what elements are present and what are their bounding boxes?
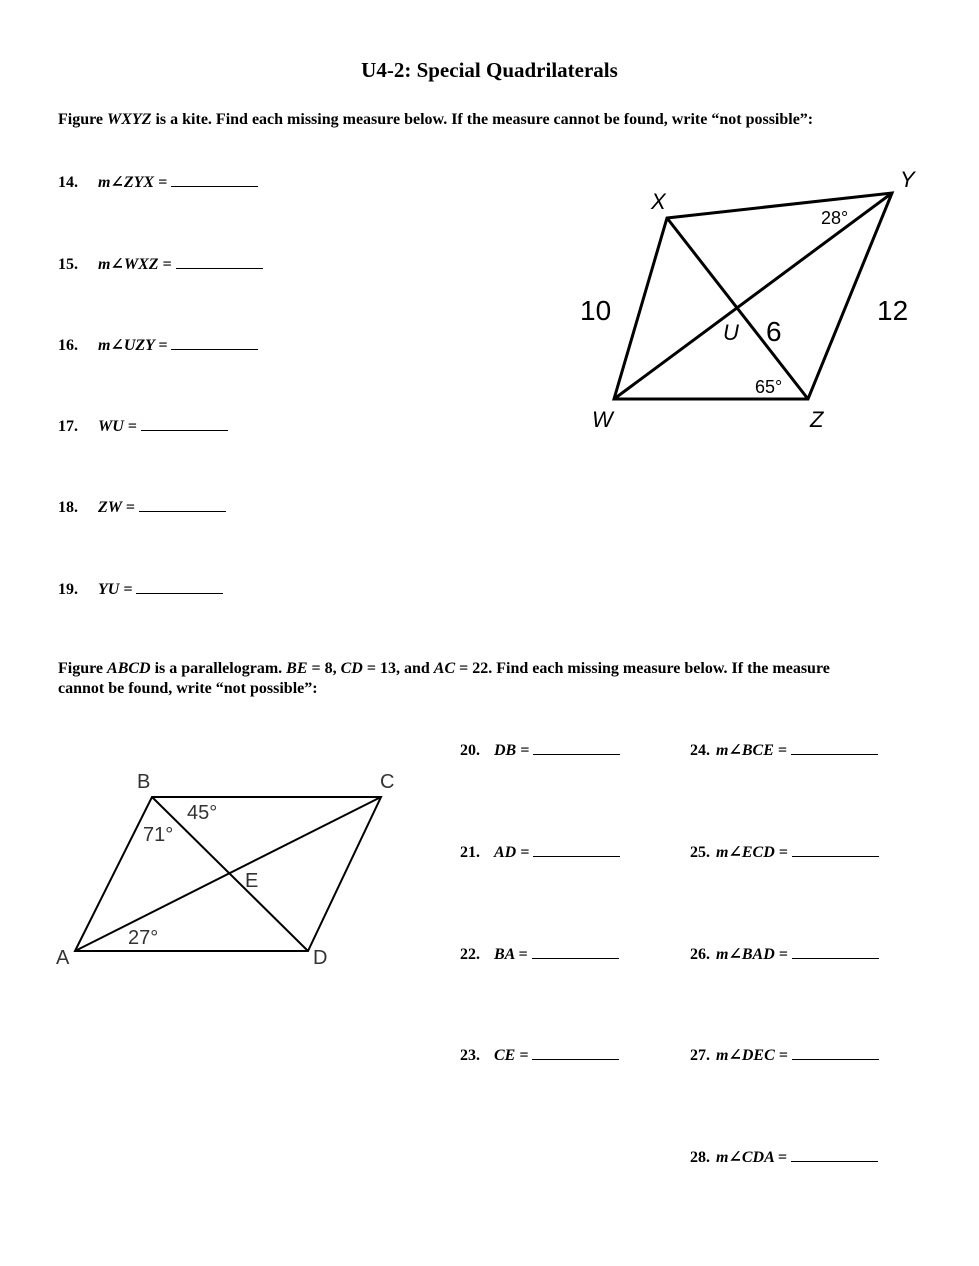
question-21: 21. AD = — [460, 842, 620, 862]
kite-diagonal-xz — [667, 218, 808, 399]
vertex-w-label: W — [592, 407, 613, 432]
angle-z-measure: 65° — [755, 377, 783, 397]
point-e-label: E — [245, 870, 259, 892]
question-22: 22. BA = — [460, 944, 619, 964]
page-title: U4-2: Special Quadrilaterals — [361, 58, 618, 82]
side-wx-length: 10 — [580, 295, 612, 326]
answer-blank-28[interactable] — [791, 1147, 878, 1162]
vertex-b-label: B — [137, 771, 151, 793]
question-26: 26. m∠BAD = — [690, 944, 879, 964]
kite-figure — [560, 160, 940, 440]
vertex-x-label: X — [651, 189, 666, 214]
question-14: 14. m∠ZYX = — [58, 172, 258, 192]
parallelogram-instructions: Figure ABCD is a parallelogram. BE = 8, CD = 13, and AC = 22. Find each missing measure below. If the measure cannot be found, write “not possible”: — [58, 660, 830, 697]
question-18: 18. ZW = — [58, 497, 226, 517]
point-u-label: U — [723, 320, 739, 345]
answer-blank-20[interactable] — [533, 740, 620, 755]
vertex-a-label: A — [56, 947, 70, 969]
segment-uz-length: 6 — [766, 316, 782, 347]
vertex-y-label: Y — [900, 167, 915, 192]
parallelogram-diagonal-bd — [152, 797, 308, 951]
side-yz-length: 12 — [877, 295, 909, 326]
question-28: 28. m∠CDA = — [690, 1147, 878, 1167]
kite-instructions: Figure WXYZ is a kite. Find each missing measure below. If the measure cannot be found, write “not possible”: — [58, 111, 814, 128]
question-25: 25. m∠ECD = — [690, 842, 879, 862]
answer-blank-26[interactable] — [792, 944, 879, 959]
answer-blank-27[interactable] — [792, 1045, 879, 1060]
angle-b-lower-measure: 71° — [143, 824, 174, 846]
answer-blank-17[interactable] — [141, 416, 228, 431]
answer-blank-15[interactable] — [176, 254, 263, 269]
answer-blank-23[interactable] — [532, 1045, 619, 1060]
question-23: 23. CE = — [460, 1045, 619, 1065]
angle-b-upper-measure: 45° — [187, 802, 218, 824]
question-17: 17. WU = — [58, 416, 228, 436]
question-24: 24. m∠BCE = — [690, 740, 878, 760]
question-19: 19. YU = — [58, 579, 223, 599]
answer-blank-24[interactable] — [791, 740, 878, 755]
parallelogram-figure — [50, 765, 410, 970]
question-15: 15. m∠WXZ = — [58, 254, 263, 274]
angle-y-measure: 28° — [821, 208, 849, 228]
question-27: 27. m∠DEC = — [690, 1045, 879, 1065]
answer-blank-25[interactable] — [792, 842, 879, 857]
answer-blank-19[interactable] — [136, 579, 223, 594]
answer-blank-22[interactable] — [532, 944, 619, 959]
answer-blank-14[interactable] — [171, 172, 258, 187]
vertex-d-label: D — [313, 947, 328, 969]
answer-blank-21[interactable] — [533, 842, 620, 857]
question-16: 16. m∠UZY = — [58, 335, 258, 355]
question-20: 20. DB = — [460, 740, 620, 760]
parallelogram-diagonal-ac — [75, 797, 381, 951]
answer-blank-16[interactable] — [171, 335, 258, 350]
angle-a-measure: 27° — [128, 927, 159, 949]
vertex-c-label: C — [380, 771, 395, 793]
vertex-z-label: Z — [810, 407, 824, 432]
answer-blank-18[interactable] — [139, 497, 226, 512]
